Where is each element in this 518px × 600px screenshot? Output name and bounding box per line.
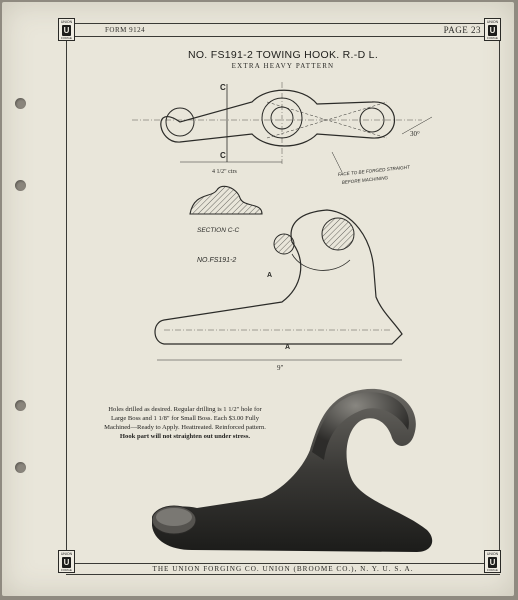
logo-bottom-text: FORGE xyxy=(487,568,498,572)
section-profile xyxy=(190,186,262,214)
product-subtitle: EXTRA HEAVY PATTERN xyxy=(231,62,335,70)
section-c-c xyxy=(190,186,262,234)
logo-bottom-text: FORGE xyxy=(61,568,72,572)
hole-spacing-dimension: 4 1/2" ctrs xyxy=(212,169,237,175)
page-number: PAGE 23 xyxy=(443,25,481,35)
logo-top-text: UNION xyxy=(60,20,73,24)
form-number: FORM 9124 xyxy=(105,26,146,34)
note-leader xyxy=(332,152,342,172)
binder-hole xyxy=(15,400,26,411)
overall-dimension: 9" xyxy=(277,364,284,372)
angle-label: 30° xyxy=(410,130,420,138)
logo-top-text: UNION xyxy=(60,552,73,556)
binder-hole xyxy=(15,180,26,191)
company-footer: THE UNION FORGING CO. UNION (BROOME CO.), N. Y. U. S. A. xyxy=(152,565,414,573)
section-marker-a: A xyxy=(267,272,273,279)
notes-text: Holes drilled as desired. Regular drilling is 1 1/2" hole for Large Boss and 1 1/8" for Small Boss. Each $3.00 Fully Machined—Ready to Apply. Heattreated. Reinforced pattern. xyxy=(104,406,266,431)
catalog-page xyxy=(2,2,514,596)
union-logo-top-left xyxy=(58,18,75,41)
logo-bottom-text: FORGE xyxy=(487,36,498,40)
hook-body xyxy=(152,389,432,552)
logo-bottom-text: FORGE xyxy=(61,36,72,40)
technical-drawing xyxy=(102,72,442,382)
part-number-label: NO.FS191-2 xyxy=(197,257,237,264)
section-marker-a-lower: A xyxy=(285,344,291,351)
logo-mark: U xyxy=(63,25,70,35)
section-marker-bottom: C xyxy=(220,151,226,160)
machining-note: BEFORE MACHINING xyxy=(341,175,389,185)
top-view xyxy=(132,82,432,185)
binder-hole xyxy=(15,98,26,109)
union-logo-top-right xyxy=(484,18,501,41)
section-label: SECTION C-C xyxy=(197,227,240,234)
hook-section-left xyxy=(274,234,294,254)
footer-rule xyxy=(66,574,500,575)
small-boss-top xyxy=(156,508,192,526)
logo-top-text: UNION xyxy=(486,552,499,556)
forging-note: FACE TO BE FORGED STRAIGHT xyxy=(337,164,411,177)
notes-emphasis: Hook part will not straighten out under stress. xyxy=(119,433,251,440)
header-rule xyxy=(66,23,500,24)
logo-mark: U xyxy=(63,557,70,567)
logo-top-text: UNION xyxy=(486,20,499,24)
side-view xyxy=(155,210,402,372)
binder-hole xyxy=(15,462,26,473)
hook-section-right xyxy=(322,218,354,250)
section-marker-top: C xyxy=(220,83,226,92)
hook-outline xyxy=(155,210,402,344)
logo-mark: U xyxy=(489,25,496,35)
hook-photo xyxy=(152,380,452,555)
product-title: NO. FS191-2 TOWING HOOK. R.-D L. xyxy=(187,49,379,61)
logo-mark: U xyxy=(489,557,496,567)
